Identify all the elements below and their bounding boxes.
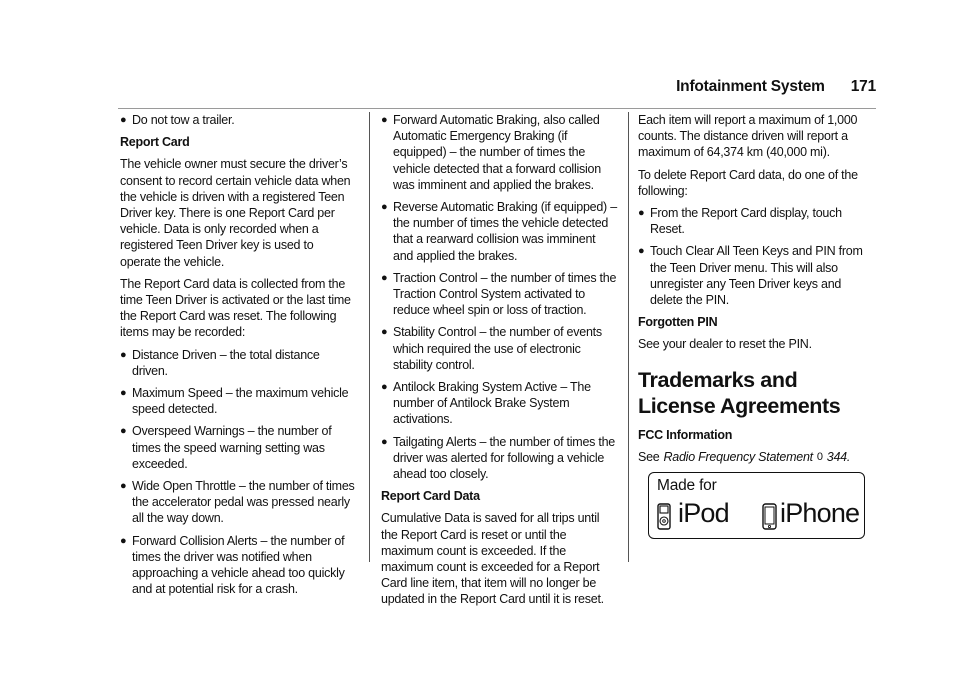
report-card-heading: Report Card bbox=[120, 135, 190, 150]
bullet-icon: ● bbox=[381, 381, 388, 394]
reference-link[interactable]: Radio Frequency Statement bbox=[663, 449, 813, 464]
paragraph: The Report Card data is collected from the time Teen Driver is activated or the last time the Report Card was reset. The following items may be recorded: bbox=[120, 276, 351, 340]
bullet-icon: ● bbox=[120, 534, 127, 547]
page-number: 171 bbox=[850, 78, 876, 95]
iphone-label: iPhone bbox=[780, 498, 860, 528]
list-item-text: Touch Clear All Teen Keys and PIN from the Teen Driver menu. This will also unregister any Teen Driver keys and delete the PIN. bbox=[650, 244, 863, 308]
column-divider-left bbox=[369, 112, 370, 562]
list-item bbox=[381, 199, 617, 264]
list-item-text: Antilock Braking System Active – The number of Antilock Brake System activations. bbox=[393, 380, 591, 427]
bullet-icon: ● bbox=[381, 435, 388, 448]
bullet-icon: ● bbox=[120, 425, 127, 438]
list-item bbox=[120, 385, 356, 417]
ipod-label: iPod bbox=[678, 498, 729, 528]
bullet-icon: ● bbox=[381, 114, 388, 126]
reference-page[interactable]: 344. bbox=[826, 449, 851, 464]
list-item-text: Do not tow a trailer. bbox=[132, 113, 235, 127]
column-divider-right bbox=[628, 112, 629, 562]
paragraph: The vehicle owner must secure the driver’s consent to record certain vehicle data when the vehicle is driven with a registered Teen Driver key. There is one Report Card per vehicle. Data is only recorded when a registered Teen Driver key is used to operate the vehicle. bbox=[120, 157, 351, 269]
trademarks-heading: Trademarks and License Agreements bbox=[638, 367, 841, 418]
list-item bbox=[381, 270, 617, 319]
list-item bbox=[381, 434, 617, 483]
recorded-items-list bbox=[120, 347, 356, 598]
paragraph: To delete Report Card data, do one of the following: bbox=[638, 167, 858, 198]
header-rule bbox=[118, 108, 876, 109]
list-item bbox=[120, 423, 356, 472]
bullet-icon: ● bbox=[381, 201, 388, 214]
list-item-text: Traction Control – the number of times the Traction Control System activated to reduce wheel spin or loss of traction. bbox=[393, 270, 617, 318]
forgotten-pin-heading: Forgotten PIN bbox=[638, 315, 718, 330]
made-for-ipod-iphone-logo bbox=[648, 472, 865, 539]
bullet-icon: ● bbox=[120, 387, 127, 400]
paragraph: See your dealer to reset the PIN. bbox=[638, 337, 812, 352]
list-item bbox=[120, 478, 356, 527]
cross-reference bbox=[638, 449, 874, 465]
list-item bbox=[120, 533, 356, 598]
bullet-icon: ● bbox=[120, 114, 127, 126]
bullet-icon: ● bbox=[381, 271, 388, 284]
see-prefix: See bbox=[638, 449, 660, 464]
list-item-text: Stability Control – the number of events which required the use of electronic stability control. bbox=[393, 325, 602, 372]
list-item bbox=[381, 112, 617, 193]
list-item bbox=[381, 379, 617, 428]
list-item-text: Distance Driven – the total distance driven. bbox=[132, 347, 320, 378]
ipod-icon bbox=[657, 503, 671, 530]
paragraph: Cumulative Data is saved for all trips until the Report Card is reset or until the maximum count is exceeded. If the maximum count is exceeded for a Report Card line item, that item will no longer be updated in the Report Card until it is reset. bbox=[381, 511, 604, 607]
list-item-text: Tailgating Alerts – the number of times the driver was alerted for following a vehicle ahead too closely. bbox=[393, 434, 616, 482]
bullet-icon: ● bbox=[381, 326, 388, 339]
list-item-text: Forward Automatic Braking, also called Automatic Emergency Braking (if equipped) – the number of times the vehicle detected that a forward collision was imminent and applied the brakes. bbox=[393, 113, 601, 192]
list-item-text: Wide Open Throttle – the number of times the accelerator pedal was pressed nearly all the way down. bbox=[132, 479, 355, 526]
column-3 bbox=[638, 112, 874, 471]
list-item-text: Forward Collision Alerts – the number of times the driver was notified when approaching a vehicle ahead too quickly and at potential risk for a crash. bbox=[132, 533, 345, 597]
bullet-icon: ● bbox=[638, 245, 645, 258]
column-2 bbox=[381, 112, 617, 614]
fcc-heading: FCC Information bbox=[638, 427, 733, 442]
list-item bbox=[381, 324, 617, 373]
column-1 bbox=[120, 112, 356, 603]
list-item bbox=[638, 205, 874, 237]
list-item-text: From the Report Card display, touch Reset. bbox=[650, 206, 842, 237]
list-item bbox=[120, 347, 356, 379]
made-for-label: Made for bbox=[657, 477, 717, 494]
delete-options-list bbox=[638, 205, 874, 308]
bullet-icon: ● bbox=[638, 207, 645, 220]
bullet-icon: ● bbox=[120, 348, 127, 361]
list-item-text: Reverse Automatic Braking (if equipped) – the number of times the vehicle detected that a rearward collision was imminent and applied the brakes. bbox=[393, 200, 617, 263]
paragraph: Each item will report a maximum of 1,000 counts. The distance driven will report a maximum of 64,374 km (40,000 mi). bbox=[638, 113, 858, 160]
iphone-icon bbox=[762, 503, 777, 530]
recorded-items-list-continued bbox=[381, 112, 617, 482]
list-item bbox=[120, 112, 356, 128]
list-item-text: Overspeed Warnings – the number of times the speed warning setting was exceeded. bbox=[132, 424, 332, 471]
page-header bbox=[580, 78, 876, 96]
section-title: Infotainment System bbox=[676, 78, 825, 95]
page-arrow-icon: 0 bbox=[816, 450, 823, 463]
bullet-icon: ● bbox=[120, 480, 127, 493]
list-item-text: Maximum Speed – the maximum vehicle speed detected. bbox=[132, 386, 349, 417]
report-card-data-heading: Report Card Data bbox=[381, 489, 480, 504]
list-item bbox=[638, 243, 874, 308]
intro-list bbox=[120, 112, 356, 128]
